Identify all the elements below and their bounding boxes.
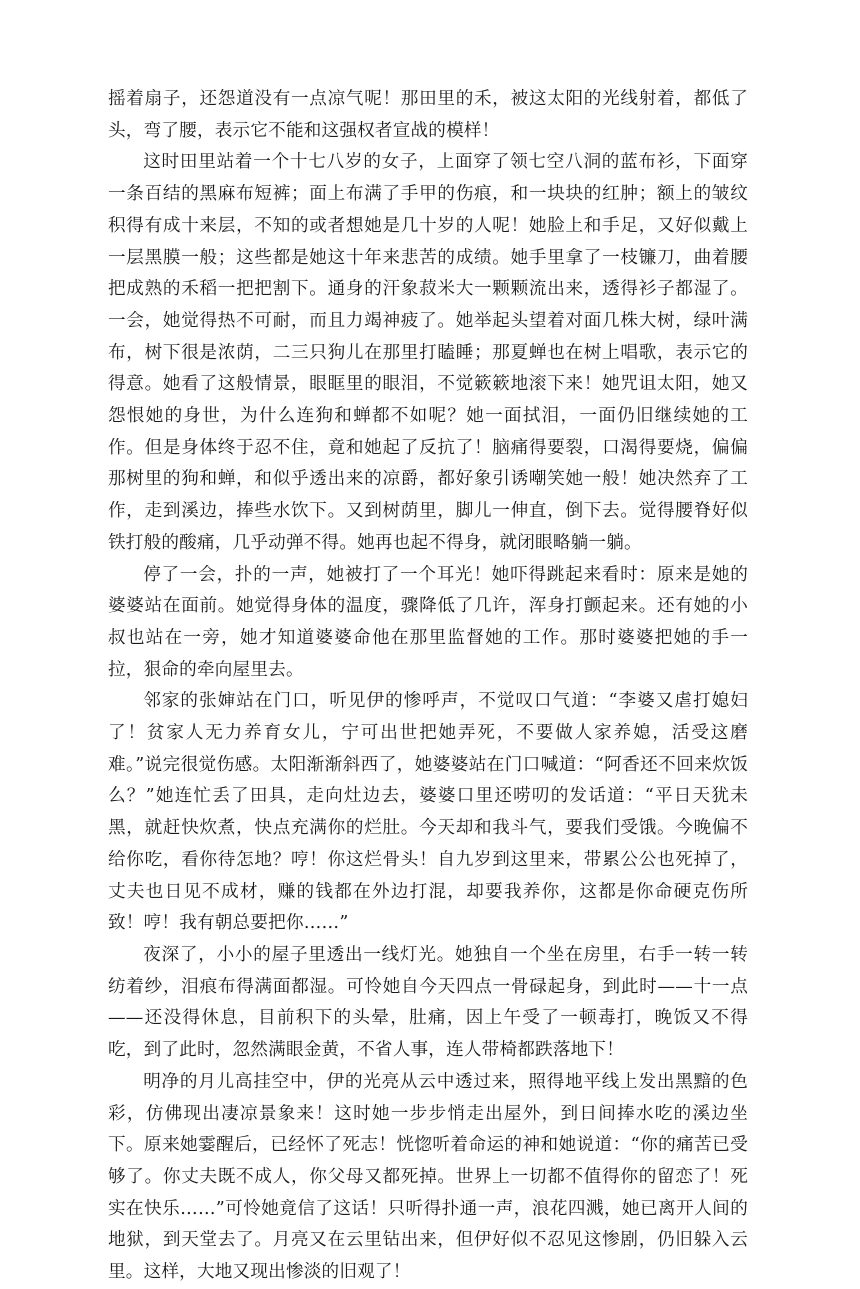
paragraph-continued: 摇着扇子，还怨道没有一点凉气呢！那田里的禾，被这太阳的光线射着，都低了头，弯了腰，表示它不能和这强权者宣战的模样！ [108, 89, 748, 141]
paragraph-night: 夜深了，小小的屋子里透出一线灯光。她独自一个坐在房里，右手一转一转纺着纱，泪痕布得满面都湿。可怜她自今天四点一骨碌起身，到此时——十一点——还没得休息，目前积下的头晕，肚痛，因上午受了一顿毒打，晚饭又不得吃，到了此时，忽然满眼金黄，不省人事，连人带椅都跌落地下！ [108, 944, 748, 1061]
paragraph-slap: 停了一会，扑的一声，她被打了一个耳光！她吓得跳起来看时：原来是她的婆婆站在面前。她觉得身体的温度，骤降低了几许，浑身打颤起来。还有她的小叔也站在一旁，她才知道婆婆命他在那里监督她的工作。那时婆婆把她的手一拉，狠命的牵向屋里去。 [108, 564, 748, 680]
paragraph-moonlight: 明净的月儿高挂空中，伊的光亮从云中透过来，照得地平线上发出黑黯的色彩，仿佛现出凄凉景象来！这时她一步步悄走出屋外，到日间捧水吃的溪边坐下。原来她霎醒后，已经怀了死志！恍惚听着命运的神和她说道：“你的痛苦已受够了。你丈夫既不成人，你父母又都死掉。世界上一切都不值得你的留恋了！死实在快乐……”可怜她竟信了这话！只听得扑通一声，浪花四溅，她已离开人间的地狱，到天堂去了。月亮又在云里钻出来，但伊好似不忍见这惨剧，仍旧躲入云里。这样，大地又现出惨淡的旧观了！ [108, 1071, 748, 1283]
paragraph-field-scene: 这时田里站着一个十七八岁的女子，上面穿了领七空八洞的蓝布衫，下面穿一条百结的黑麻布短裤；面上布满了手甲的伤痕，和一块块的红肿；额上的皱纹积得有成十来层，不知的或者想她是几十岁的人呢！她脸上和手足，又好似戴上一层黑膜一般；这些都是她这十年来悲苦的成绩。她手里拿了一枝镰刀，曲着腰把成熟的禾稻一把把割下。通身的汗象菽米大一颗颗流出来，透得衫子都湿了。一会，她觉得热不可耐，而且力竭神疲了。她举起头望着对面几株大树，绿叶满布，树下很是浓荫，二三只狗儿在那里打瞌睡；那夏蝉也在树上唱歌，表示它的得意。她看了这般情景，眼眶里的眼泪，不觉簌簌地滚下来！她咒诅太阳，她又怨恨她的身世，为什么连狗和蝉都不如呢？她一面拭泪，一面仍旧继续她的工作。但是身体终于忍不住，竟和她起了反抗了！脑痛得要裂，口渴得要烧，偏偏那树里的狗和蝉，和似乎透出来的凉爵，都好象引诱嘲笑她一般！她决然弃了工作，走到溪边，捧些水饮下。又到树荫里，脚儿一伸直，倒下去。觉得腰脊好似铁打般的酸痛，几乎动弹不得。她再也起不得身，就闭眼略躺一躺。 [108, 152, 748, 553]
story-text [108, 84, 748, 1289]
paragraph-neighbor: 邻家的张婶站在门口，听见伊的惨呼声，不觉叹口气道：“李婆又虐打媳妇了！贫家人无力养育女儿，宁可出世把她弄死，不要做人家养媳，活受这磨难。”说完很觉伤感。太阳渐渐斜西了，她婆婆站在门口喊道：“阿香还不回来炊饭么？”她连忙丢了田具，走向灶边去，婆婆口里还唠叨的发话道：“平日天犹未黑，就赶快炊煮，快点充满你的烂肚。今天却和我斗气，要我们受饿。今晚偏不给你吃，看你待怎地？哼！你这烂骨头！自九岁到这里来，带累公公也死掉了，丈夫也日见不成材，赚的钱都在外边打混，却要我养你，这都是你命硬克伤所致！哼！我有朝总要把你……” [108, 691, 748, 934]
